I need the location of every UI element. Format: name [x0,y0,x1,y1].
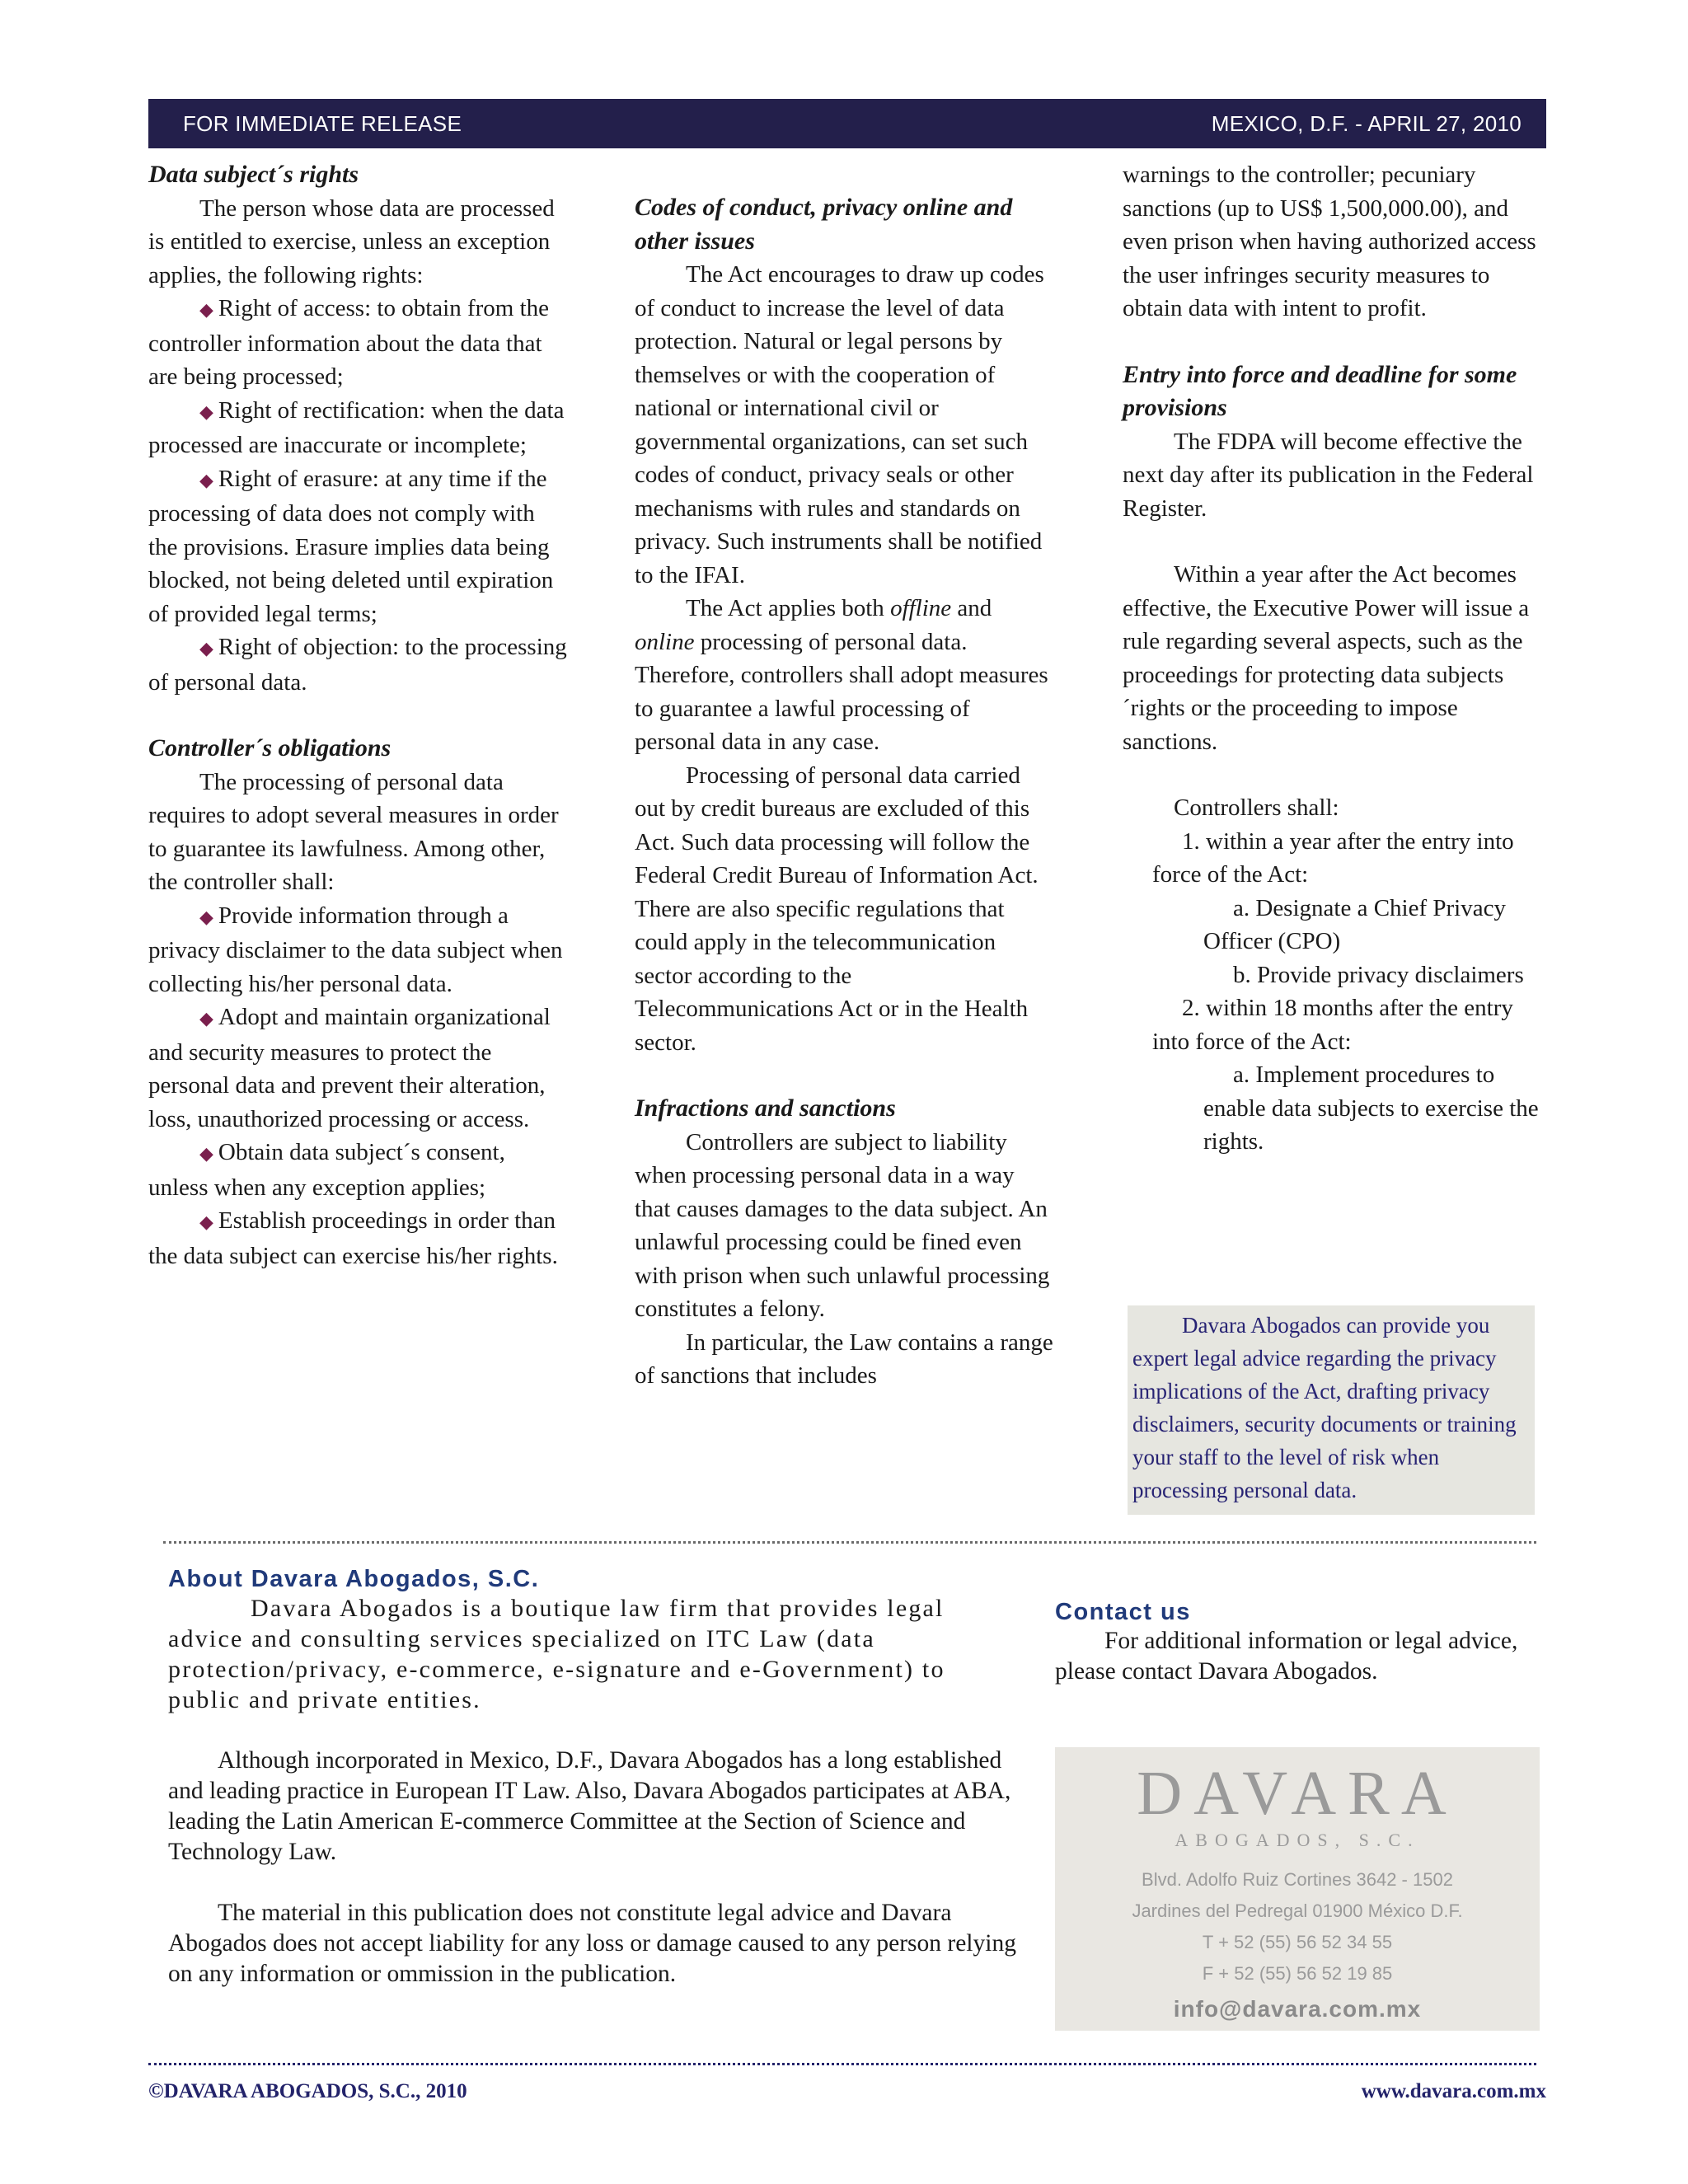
website-link[interactable]: www.davara.com.mx [1361,2080,1546,2102]
logo-subtitle: ABOGADOS, S.C. [1175,1830,1420,1850]
paragraph: Processing of personal data carried out by credit bureaus are excluded of this Act. Such data processing will follow the Federal Credit Bureau of Information Act. There are also specific regulations that could apply in the telecommunication sector according to the Telecommunications Act or in the Health sector. [635,762,1039,1056]
column-2 [635,191,1055,1393]
list-item: ◆ Right of erasure: at any time if the processing of data does not comply with the provisions. Erasure implies data being blocked, not being deleted until expiration of provided legal terms; [148,465,554,627]
contact-text: For additional information or legal advice, please contact Davara Abogados. [1055,1628,1518,1685]
column-1 [148,158,569,1272]
fax-line: F + 52 (55) 56 52 19 85 [1202,1963,1393,1984]
dateline: MEXICO, D.F. - APRIL 27, 2010 [1211,110,1522,136]
address-line: Blvd. Adolfo Ruiz Cortines 3642 - 1502 [1142,1869,1453,1890]
list-item: ◆ Right of rectification: when the data processed are inaccurate or incomplete; [148,396,565,458]
heading-controller-obligations: Controller´s obligations [148,734,392,762]
phone-line: T + 52 (55) 56 52 34 55 [1202,1932,1393,1952]
about-section [168,1566,1025,1990]
paragraph: The Act applies both offline and online processing of personal data. Therefore, controllers shall adopt measures to guarantee a lawful processing of personal data in any case. [635,595,1048,755]
diamond-bullet-icon: ◆ [199,1008,213,1029]
diamond-bullet-icon: ◆ [199,906,213,927]
diamond-bullet-icon: ◆ [199,1212,213,1232]
heading-data-subject-rights: Data subject´s rights [148,161,359,188]
address-line: Jardines del Pedregal 01900 México D.F. [1132,1900,1463,1921]
email-link[interactable]: info@davara.com.mx [1173,1996,1422,2022]
paragraph: The processing of personal data requires to adopt several measures in order to guarantee its lawfulness. Among other, the controller shall: [148,768,559,895]
paragraph: The person whose data are processed is entitled to exercise, unless an exception applies, the following rights: [148,194,555,288]
list-item: a. Implement procedures to enable data subjects to exercise the rights. [1203,1062,1539,1155]
diamond-bullet-icon: ◆ [199,469,213,490]
callout-text: Davara Abogados can provide you expert legal advice regarding the privacy implications of the Act, drafting privacy disclaimers, security documents or training your staff to the level of risk when processing personal data. [1132,1313,1517,1502]
list-item: 1. within a year after the entry into force of the Act: [1152,827,1514,888]
heading-entry-into-force: Entry into force and deadline for some provisions [1123,360,1517,421]
section-divider [163,1541,1536,1544]
contact-heading: Contact us [1055,1599,1191,1625]
footer-divider [148,2063,1536,2065]
paragraph: The Act encourages to draw up codes of conduct to increase the level of data protection. Natural or legal persons by themselves or with the cooperation of national or international civil or governmental organizations, can set such codes of conduct, privacy seals or other mechanisms with rules and standards on privacy. Such instruments shall be notified to the IFAI. [635,261,1044,588]
contact-section [1055,1599,1550,1687]
about-paragraph: Davara Abogados is a boutique law firm that provides legal advice and consulting services specialized on ITC Law (data protection/privacy, e-commerce, e-signature and e-Government) to public and private entities. [168,1595,945,1713]
about-heading: About Davara Abogados, S.C. [168,1566,540,1592]
about-paragraph: Although incorporated in Mexico, D.F., Davara Abogados has a long established and leading practice in European IT Law. Also, Davara Abogados participates at ABA, leading the Latin American E-commerce Committee at the Section of Science and Technology Law. [168,1747,1011,1865]
logo-wordmark: DAVARA [1137,1759,1458,1828]
services-callout [1128,1305,1535,1515]
list-item: ◆ Establish proceedings in order than the data subject can exercise his/her rights. [148,1207,558,1269]
heading-codes-of-conduct: Codes of conduct, privacy online and other issues [635,194,1013,255]
diamond-bullet-icon: ◆ [199,1143,213,1164]
list-item: ◆ Obtain data subject´s consent, unless when any exception applies; [148,1139,505,1201]
copyright: ©DAVARA ABOGADOS, S.C., 2010 [148,2080,467,2102]
list-item: a. Designate a Chief Privacy Officer (CPO) [1203,894,1506,954]
diamond-bullet-icon: ◆ [199,638,213,658]
list-item: 2. within 18 months after the entry into force of the Act: [1152,995,1513,1055]
paragraph: warnings to the controller; pecuniary sanctions (up to US$ 1,500,000.00), and even prison when having authorized access the user infringes security measures to obtain data with intent to profit. [1123,162,1536,321]
list-item: b. Provide privacy disclaimers [1233,961,1524,988]
footer [148,2080,1546,2103]
release-label: FOR IMMEDIATE RELEASE [183,110,462,136]
list-item: ◆ Right of objection: to the processing of personal data. [148,634,567,696]
diamond-bullet-icon: ◆ [199,299,213,320]
header-bar [148,99,1546,148]
paragraph: Within a year after the Act becomes effective, the Executive Power will issue a rule regarding several aspects, such as the proceedings for protecting data subjects´rights or the proceeding to impose sanctions. [1123,561,1530,755]
paragraph: In particular, the Law contains a range of sanctions that includes [635,1329,1053,1389]
heading-infractions-sanctions: Infractions and sanctions [635,1094,896,1122]
paragraph: The FDPA will become effective the next day after its publication in the Federal Register. [1123,428,1534,522]
list-item: ◆ Adopt and maintain organizational and security measures to protect the personal data and prevent their alteration, loss, unauthorized processing or access. [148,1004,551,1132]
paragraph: Controllers are subject to liability when processing personal data in a way that causes damages to the data subject. An unlawful processing could be fined even with prison when such unlawful processing constitutes a felony. [635,1128,1050,1322]
paragraph: Controllers shall: [1174,794,1339,821]
column-3 [1123,158,1543,1159]
list-item: ◆ Right of access: to obtain from the controller information about the data that are being processed; [148,295,549,390]
diamond-bullet-icon: ◆ [199,401,213,422]
firm-logo-card [1055,1747,1540,2031]
disclaimer-paragraph: The material in this publication does not constitute legal advice and Davara Abogados does not accept liability for any loss or damage caused to any person relying on any information or ommission in the publication. [168,1900,1016,1987]
list-item: ◆ Provide information through a privacy disclaimer to the data subject when collecting his/her personal data. [148,902,563,997]
